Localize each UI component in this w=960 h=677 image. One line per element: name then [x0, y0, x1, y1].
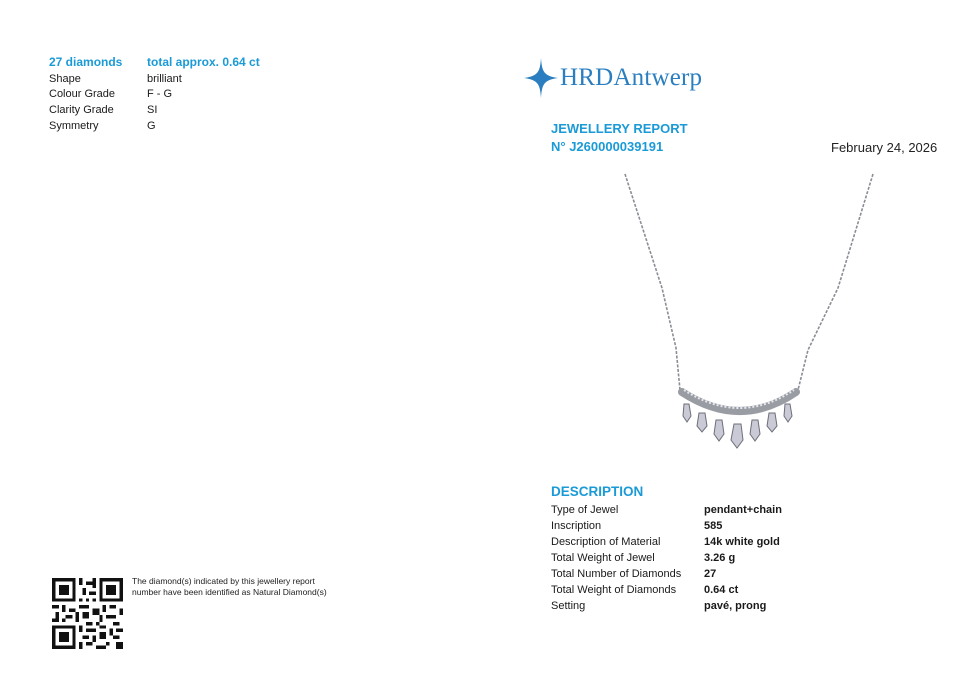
summary-label: Shape	[49, 72, 81, 85]
description-row	[551, 502, 782, 518]
description-value: 585	[704, 520, 723, 532]
description-row	[551, 582, 782, 598]
description-row	[551, 598, 782, 614]
description-row	[551, 566, 782, 582]
description-label: Total Number of Diamonds	[551, 568, 682, 580]
summary-row	[49, 103, 260, 119]
summary-label: Clarity Grade	[49, 104, 114, 117]
report-title: JEWELLERY REPORT	[551, 121, 688, 136]
summary-value: G	[147, 119, 156, 132]
description-table	[551, 502, 782, 614]
description-label: Type of Jewel	[551, 504, 619, 516]
summary-row	[49, 119, 260, 135]
summary-value: F - G	[147, 88, 173, 101]
summary-header	[49, 55, 260, 71]
description-label: Setting	[551, 600, 586, 612]
star-icon	[524, 58, 558, 98]
summary-row	[49, 72, 260, 88]
summary-label: Symmetry	[49, 119, 99, 132]
logo-text: HRDAntwerp	[560, 64, 703, 91]
description-label: Total Weight of Jewel	[551, 552, 655, 564]
diamond-summary	[49, 55, 260, 135]
report-number: N° J260000039191	[551, 139, 664, 154]
summary-value: SI	[147, 104, 158, 117]
description-value: 3.26 g	[704, 552, 736, 564]
description-label: Total Weight of Diamonds	[551, 584, 677, 596]
description-value: pavé, prong	[704, 600, 767, 612]
summary-row	[49, 87, 260, 103]
report-date: February 24, 2026	[831, 140, 938, 155]
necklace-image	[600, 168, 900, 468]
description-row	[551, 550, 782, 566]
hrd-logo	[524, 58, 702, 98]
description-value: 0.64 ct	[704, 584, 739, 596]
description-row	[551, 518, 782, 534]
total-weight: total approx. 0.64 ct	[147, 55, 260, 69]
natural-diamond-note: The diamond(s) indicated by this jewellery report number have been identified as Natural Diamond(s)	[132, 576, 327, 597]
description-label: Description of Material	[551, 536, 661, 548]
description-value: 14k white gold	[704, 536, 780, 548]
summary-value: brilliant	[147, 72, 182, 85]
description-value: 27	[704, 568, 717, 580]
diamond-count: 27 diamonds	[49, 55, 123, 69]
description-label: Inscription	[551, 520, 602, 532]
description-row	[551, 534, 782, 550]
summary-label: Colour Grade	[49, 88, 116, 101]
description-value: pendant+chain	[704, 504, 782, 516]
description-title: DESCRIPTION	[551, 484, 644, 499]
qr-code-icon[interactable]	[52, 578, 123, 649]
